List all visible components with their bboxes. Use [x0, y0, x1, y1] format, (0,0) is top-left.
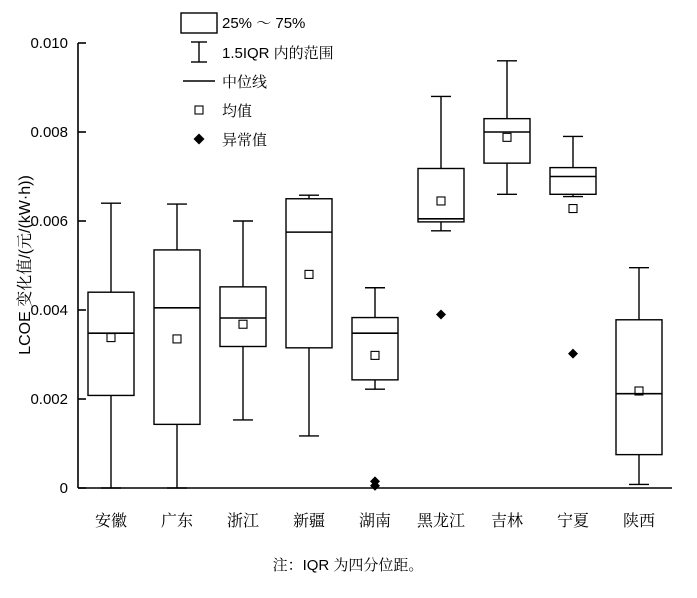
y-axis-title: LCOE 变化值/(元/(kW·h))	[17, 175, 34, 355]
box-item	[550, 136, 596, 358]
box-item	[154, 204, 200, 488]
y-tick-label: 0.004	[30, 302, 68, 319]
mean-marker	[569, 205, 577, 213]
x-category-label: 安徽	[94, 513, 128, 530]
mean-marker	[107, 334, 115, 342]
legend-label-median: 中位线	[222, 74, 268, 91]
legend-label-mean: 均值	[222, 103, 253, 120]
y-tick-label: 0.008	[30, 124, 68, 141]
x-category-label: 陕西	[622, 513, 656, 530]
box-rect	[418, 168, 464, 221]
box-item	[88, 203, 134, 488]
x-category-label: 吉林	[490, 513, 524, 530]
box-item	[352, 288, 398, 491]
box-rect	[550, 168, 596, 195]
box-series	[88, 61, 662, 491]
axis-labels	[16, 175, 655, 530]
box-rect	[154, 250, 200, 424]
x-category-label: 广东	[160, 513, 194, 530]
legend-outlier-swatch	[194, 134, 205, 145]
axes	[30, 35, 672, 497]
mean-marker	[437, 197, 445, 205]
y-tick-label: 0.002	[30, 391, 68, 408]
box-item	[616, 268, 662, 485]
x-category-label: 宁夏	[556, 513, 590, 530]
mean-marker	[503, 133, 511, 141]
legend-box-swatch	[181, 13, 217, 33]
x-category-label: 新疆	[292, 513, 326, 530]
box-item	[220, 221, 266, 420]
outlier-marker	[436, 309, 446, 319]
x-category-label: 黑龙江	[416, 513, 466, 530]
box-rect	[88, 292, 134, 395]
mean-marker	[173, 335, 181, 343]
box-item	[418, 96, 464, 319]
figure-note	[273, 557, 424, 574]
x-category-label: 湖南	[358, 513, 392, 530]
legend-label-whisker: 1.5IQR 内的范围	[222, 45, 334, 62]
legend-label-box: 25% ～ 75%	[222, 15, 306, 32]
x-category-label: 浙江	[226, 513, 260, 530]
outlier-marker	[568, 349, 578, 359]
mean-marker	[305, 270, 313, 278]
box-rect	[286, 199, 332, 348]
note-text: 注：IQR 为四分位距。	[272, 557, 424, 574]
y-tick-label: 0	[59, 480, 68, 497]
legend-label-outlier: 异常值	[222, 132, 268, 149]
box-rect	[352, 318, 398, 380]
y-tick-label: 0.010	[30, 35, 68, 52]
mean-marker	[239, 320, 247, 328]
box-rect	[220, 287, 266, 347]
box-item	[484, 61, 530, 195]
legend-mean-swatch	[195, 106, 203, 114]
box-item	[286, 195, 332, 436]
mean-marker	[371, 351, 379, 359]
y-tick-label: 0.006	[30, 213, 68, 230]
legend	[181, 13, 334, 149]
